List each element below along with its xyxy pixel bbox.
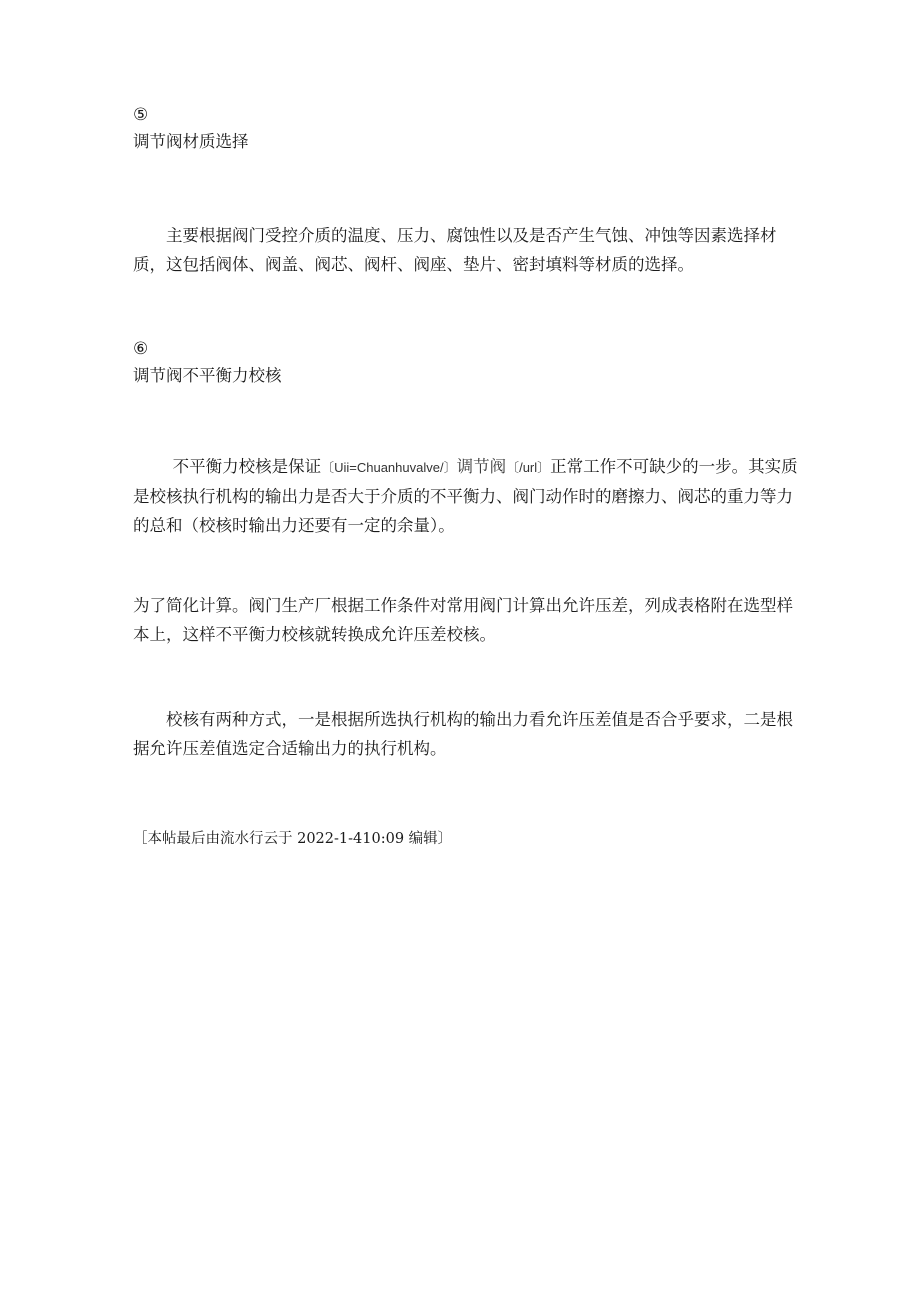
section-5-paragraph: 主要根据阀门受控介质的温度、压力、腐蚀性以及是否产生气蚀、冲蚀等因素选择材质，这包括阀体、阀盖、阀芯、阀杆、阀座、垫片、密封填料等材质的选择。: [133, 226, 777, 274]
section-6-paragraph-3: 校核有两种方式，一是根据所选执行机构的输出力看允许压差值是否合乎要求，二是根据允许压差值选定合适输出力的执行机构。: [133, 710, 793, 758]
section-6-paragraph-2: 为了简化计算。阀门生产厂根据工作条件对常用阀门计算出允许压差，列成表格附在选型样本上，这样不平衡力校核就转换成允许压差校核。: [133, 596, 793, 644]
section-6-number: ⑥: [133, 339, 149, 359]
edit-footer: ［本帖最后由流水行云于 2022-1-410:09 编辑〕: [133, 831, 453, 847]
section-6-heading: 调节阀不平衡力校核: [133, 366, 282, 385]
valve-link[interactable]: 调节阀: [456, 457, 507, 476]
url-open-tag: 〔Uii=Chuanhuvalve/〕: [321, 460, 457, 475]
url-close-tag: 〔/url〕: [506, 460, 551, 475]
p1-before: 不平衡力校核是保证: [172, 457, 322, 476]
p1-after: 正常工作不可缺少的一步。其实质是校核执行机构的输出力是否大于介质的不平衡力、阀门动作时的磨擦力、阀芯的重力等力的总和（校核时输出力还要有一定的余量）。: [133, 457, 798, 535]
section-6-paragraph-1: [133, 452, 798, 540]
section-5-number: ⑤: [133, 105, 149, 125]
section-5-heading: 调节阀材质选择: [133, 132, 249, 151]
